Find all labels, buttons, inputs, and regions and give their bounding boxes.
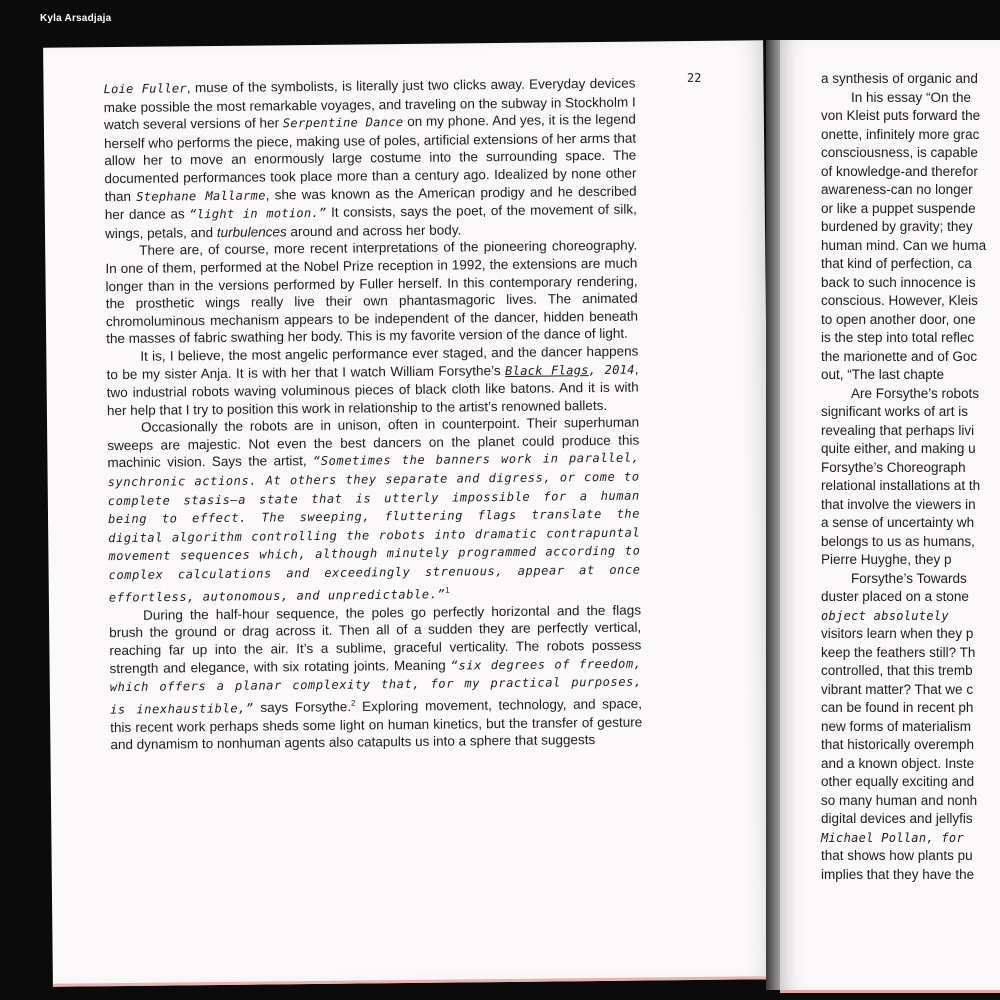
text-line: consciousness, is capable	[821, 145, 978, 160]
text-line: to open another door, one	[821, 311, 976, 327]
quote-light-in-motion: “light in motion.”	[189, 205, 327, 222]
text-run: Occasionally the robots are in unison, often in counterpoint. Their superhuman sweeps are majestic. Not even the best dancers on the planet could produce this machinic vision. Says the artist,	[107, 414, 640, 471]
text-line: of knowledge-and therefor	[821, 163, 978, 179]
year-2014: , 2014	[588, 362, 635, 377]
text-run: It is, I believe, the most angelic performance ever staged, and the dancer happens to be my sister Anja. It is with her that I watch William Forsythe’s	[106, 343, 639, 382]
text-line: back to such innocence is	[821, 274, 976, 290]
text-line: and a known object. Inste	[821, 755, 975, 771]
title-serpentine-dance: Serpentine Dance	[282, 115, 404, 131]
text-line: human mind. Can we huma	[821, 237, 987, 253]
text-line: that shows how plants pu	[821, 848, 973, 863]
text-line: so many human and nonh	[821, 792, 978, 808]
left-text-column	[103, 75, 642, 755]
text-line: conscious. However, Kleis	[821, 293, 978, 308]
text-line: out, “The last chapte	[821, 367, 945, 382]
text-line: that kind of perfection, ca	[821, 256, 972, 271]
text-run: , she was known as the American prodigy and he described her dance as	[104, 183, 637, 223]
text-line: the marionette and of Goc	[821, 348, 978, 364]
text-line: implies that they have the	[821, 866, 975, 882]
text-line: onette, infinitely more grac	[821, 126, 980, 142]
text-run: on my phone. And yes, it is the legend herself who performs the piece, making use of poles, artificial extensions of her arms that allow her to move an enormously large costume into the surrounding space. The documented performances took place more than a century ago. Idealized by none other than	[104, 111, 637, 204]
text-line: belongs to us as humans,	[821, 533, 975, 549]
text-line: controlled, that this tremb	[821, 663, 973, 678]
text-run: says Forsythe.	[253, 698, 352, 715]
page-number: 22	[686, 70, 702, 86]
text-line: that historically overemph	[821, 737, 975, 752]
paragraph: There are, of course, more recent interpretations of the pioneering choreography. In one of them, performed at the Nobel Prize reception in 1992, the extensions are much longer than in the versions performed by Fuller herself. In this contemporary rendering, the prosthetic wings really live their own phantasmagoric lives. The animated chromoluminous mechanism appears to be independent of the dancer, hidden beneath the masses of fabric swathing her body. This is my favorite version of the dance of light.	[105, 237, 639, 347]
text-line: burdened by gravity; they	[821, 219, 973, 234]
text-line: object absolutely	[821, 608, 949, 623]
text-line: that involve the viewers in	[821, 496, 976, 512]
photographer-credit: Kyla Arsadjaja	[40, 13, 112, 24]
text-line: relational installations at th	[821, 478, 981, 493]
text-run: Exploring movement, technology, and space, this recent work perhaps sheds some light on human kinetics, but the transfer of gesture and dynamism to nonhuman agents also catapults us into a sphere that suggests	[110, 695, 643, 753]
text-line: von Kleist puts forward the	[821, 108, 981, 123]
paragraph	[106, 342, 639, 419]
text-line: In his essay “On the	[851, 89, 972, 105]
text-line: digital devices and jellyfis	[821, 811, 973, 826]
text-line: Forsythe’s Choreograph	[821, 459, 966, 475]
text-run: It consists, says the poet, of the movement of silk, wings, petals, and	[104, 201, 637, 241]
text-run: around and across her body.	[286, 222, 462, 240]
text-line: keep the feathers still? Th	[821, 644, 976, 660]
text-line: other equally exciting and	[821, 774, 975, 789]
text-line: Are Forsythe’s robots	[851, 385, 980, 401]
text-line: can be found in recent ph	[821, 700, 974, 715]
text-line: Forsythe’s Towards	[851, 570, 967, 586]
text-line: visitors learn when they p	[821, 626, 974, 641]
degrees-of-freedom-quote: “six degrees of freedom, which offers a planar complexity that, for my practical purposes, is inexhaustible,”	[109, 656, 642, 717]
text-line: awareness-can no longer	[821, 182, 973, 197]
text-run: , muse of the symbolists, is literally just two clicks away. Everyday devices make possible the most remarkable voyages, and traveling on the subway in Stockholm I watch several versions of her	[103, 75, 636, 133]
forsythe-quote: “Sometimes the banners work in parallel, synchronic actions. At others they separate and digress, or come to complete stasis—a state that is utterly impossible for a human being to effect. The sweeping, fluttering flags translate the digital algorithm controlling the robots into dramatic contrapuntal movement sequences which, although minutely programmed according to complex calculations and exceedingly strenuous, appear at once effortless, autonomous, and unpredictable.”	[107, 451, 641, 605]
text-line: is the step into total reflec	[821, 330, 975, 345]
name-loie-fuller: Loie Fuller	[103, 81, 187, 97]
text-line: new forms of materialism	[821, 718, 972, 734]
word-turbulences: turbulences	[216, 224, 287, 240]
text-line: or like a puppet suspende	[821, 200, 976, 216]
text-line: Pierre Huyghe, they p	[821, 552, 952, 567]
left-page	[43, 40, 773, 986]
right-page	[780, 40, 1000, 993]
text-line: a synthesis of organic and	[821, 71, 978, 86]
paragraph	[107, 414, 641, 607]
right-text-column	[821, 70, 1000, 884]
text-run: During the half-hour sequence, the poles go perfectly horizontal and the flags brush the ground or drag across it. Then all of a sudden they are perfectly vertical, reaching far up into the air. It’s a sublime, graceful verticality. The robots possess strength and elegance, with six rotating joints. Meaning	[109, 602, 642, 676]
text-line: vibrant matter? That we c	[821, 681, 974, 697]
text-line: a sense of uncertainty wh	[821, 515, 975, 530]
text-line: duster placed on a stone	[821, 589, 969, 604]
title-black-flags: Black Flags	[505, 362, 589, 378]
footnote-marker: 1	[445, 585, 450, 595]
footnote-marker: 2	[350, 698, 356, 708]
text-line: quite either, and making u	[821, 441, 976, 456]
paragraph	[109, 601, 643, 754]
text-line: Michael Pollan, for	[821, 830, 964, 845]
paragraph	[103, 75, 637, 243]
text-line: significant works of art is	[821, 404, 969, 419]
text-run: , two industrial robots waving voluminous pieces of black cloth like batons. And it is with her help that I try to position this work in relationship to the artist’s renowned ballets.	[106, 361, 639, 418]
text-line: revealing that perhaps livi	[821, 422, 975, 438]
name-mallarme: Stephane Mallarme	[136, 188, 266, 204]
